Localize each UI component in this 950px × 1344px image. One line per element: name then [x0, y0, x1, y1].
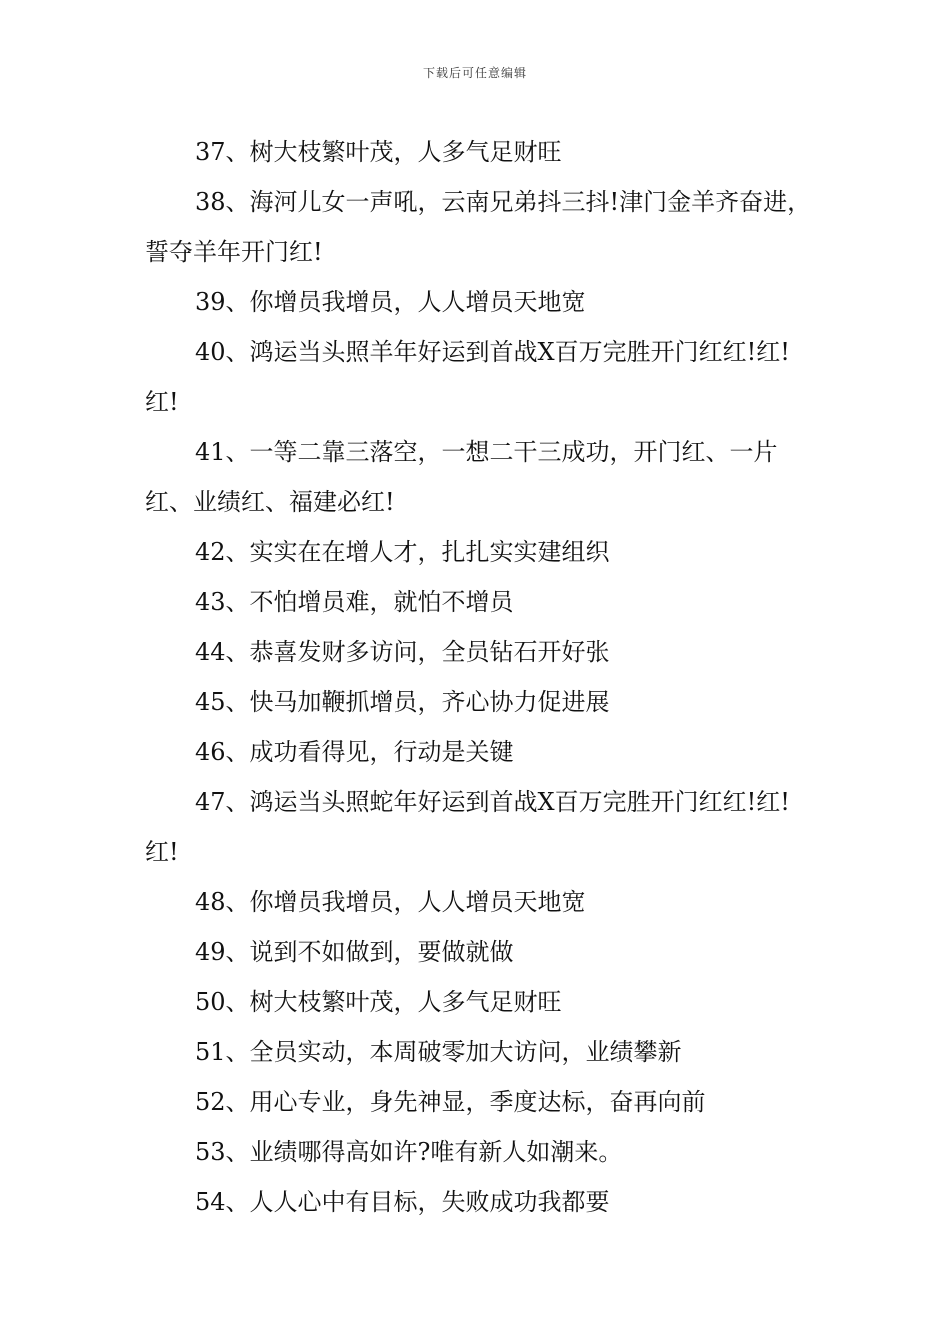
document-body [145, 127, 813, 1227]
paragraph-40: 40、鸿运当头照羊年好运到首战X百万完胜开门红红!红!红! [145, 338, 790, 416]
page-header: 下载后可任意编辑 [422, 66, 527, 80]
paragraph-50: 50、树大枝繁叶茂，人多气足财旺 [195, 988, 562, 1016]
paragraph-49: 49、说到不如做到，要做就做 [195, 938, 514, 966]
paragraph-53: 53、业绩哪得高如许?唯有新人如潮来。 [195, 1138, 623, 1166]
paragraph-43: 43、不怕增员难，就怕不增员 [195, 588, 514, 616]
paragraph-46: 46、成功看得见，行动是关键 [195, 738, 514, 766]
paragraph-38: 38、海河儿女一声吼，云南兄弟抖三抖!津门金羊齐奋进，誓夺羊年开门红! [145, 188, 812, 266]
paragraph-45: 45、快马加鞭抓增员，齐心协力促进展 [195, 688, 610, 716]
paragraph-47: 47、鸿运当头照蛇年好运到首战X百万完胜开门红红!红!红! [145, 788, 790, 866]
paragraph-44: 44、恭喜发财多访问，全员钻石开好张 [195, 638, 610, 666]
paragraph-54: 54、人人心中有目标，失败成功我都要 [195, 1188, 610, 1216]
paragraph-42: 42、实实在在增人才，扎扎实实建组织 [195, 538, 610, 566]
paragraph-37: 37、树大枝繁叶茂，人多气足财旺 [195, 138, 562, 166]
paragraph-51: 51、全员实动，本周破零加大访问，业绩攀新 [195, 1038, 682, 1066]
paragraph-48: 48、你增员我增员，人人增员天地宽 [195, 888, 586, 916]
paragraph-52: 52、用心专业，身先神显，季度达标，奋再向前 [195, 1088, 706, 1116]
paragraph-39: 39、你增员我增员，人人增员天地宽 [195, 288, 586, 316]
paragraph-41: 41、一等二靠三落空，一想二干三成功，开门红、一片红、业绩红、福建必红! [145, 438, 778, 516]
